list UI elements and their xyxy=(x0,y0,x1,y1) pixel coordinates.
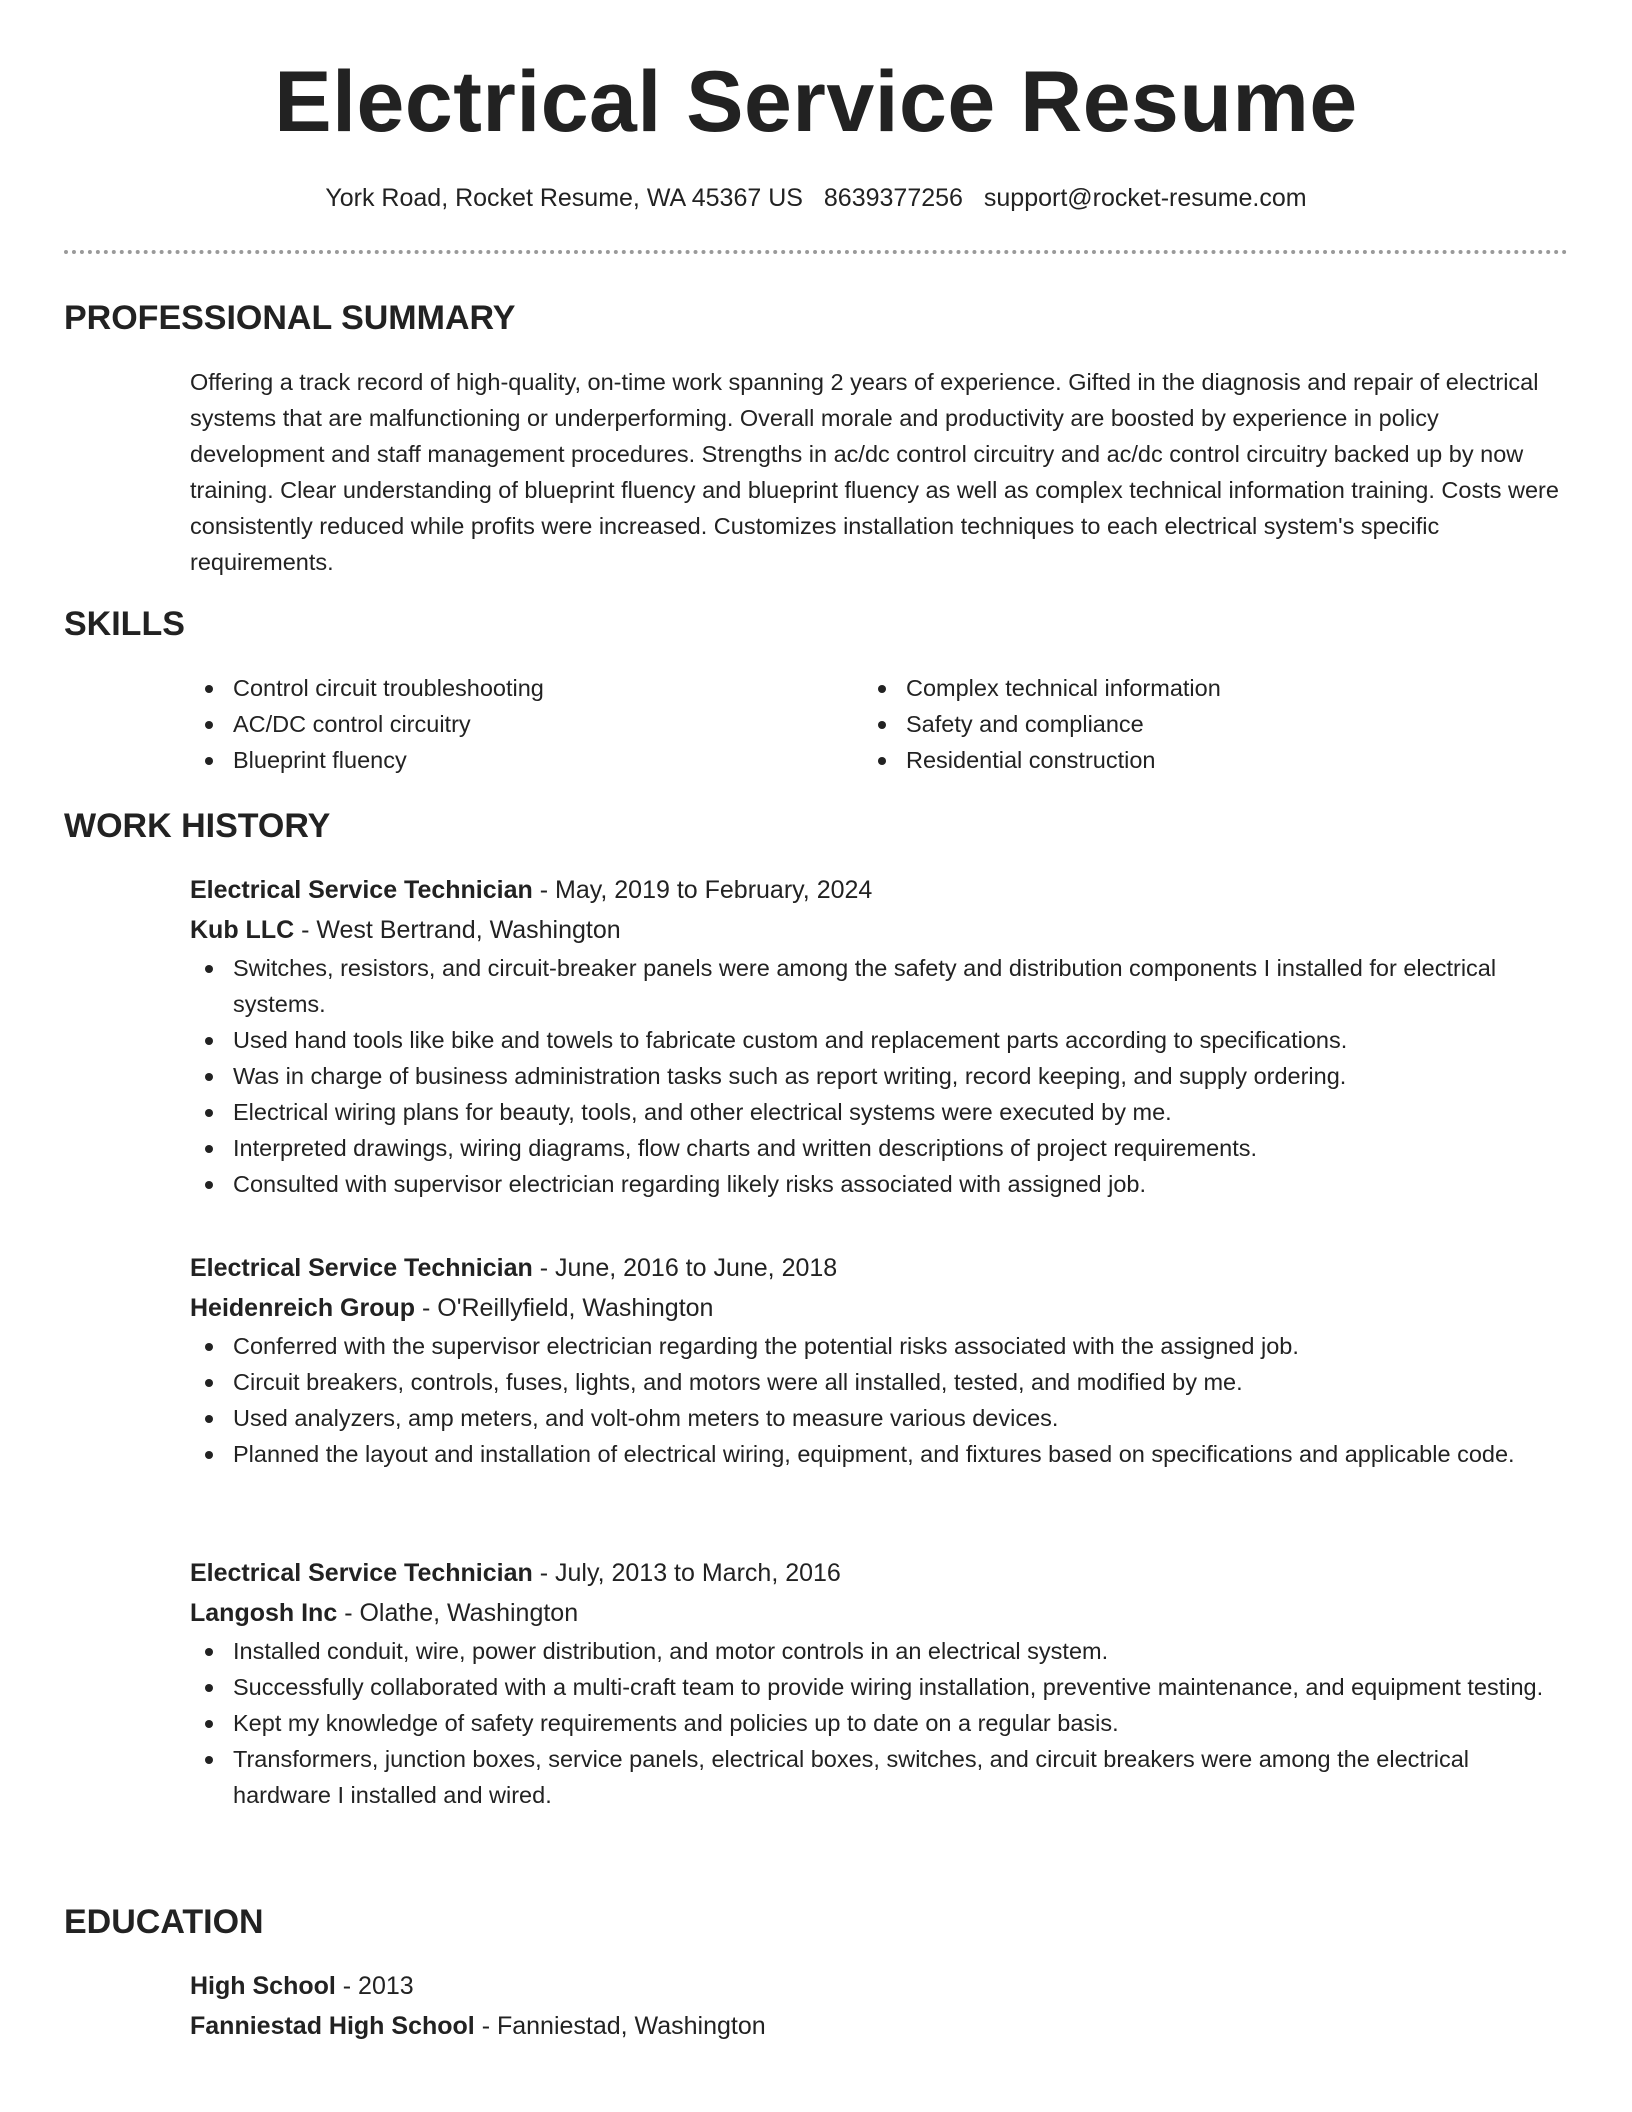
job-company: Heidenreich Group xyxy=(190,1294,416,1322)
education-school: Fanniestad High School xyxy=(190,2012,475,2040)
job-duties xyxy=(190,1633,1565,1813)
job-location: - O'Reillyfield, Washington xyxy=(422,1294,714,1322)
job-entry xyxy=(190,1553,1565,1813)
contact-email: support@rocket-resume.com xyxy=(983,184,1307,212)
duty-item: Interpreted drawings, wiring diagrams, flow charts and written descriptions of project requirements. xyxy=(190,1130,1565,1166)
job-company: Langosh Inc xyxy=(190,1599,338,1627)
duty-item: Successfully collaborated with a multi-craft team to provide wiring installation, preventive maintenance, and equipment testing. xyxy=(190,1669,1565,1705)
skill-item: Safety and compliance xyxy=(863,706,1503,742)
skills-section xyxy=(190,670,1565,790)
education-year: - 2013 xyxy=(342,1972,414,2000)
skills-heading: SKILLS xyxy=(64,605,185,643)
duty-item: Kept my knowledge of safety requirements and policies up to date on a regular basis. xyxy=(190,1705,1565,1741)
skill-item: AC/DC control circuitry xyxy=(190,706,830,742)
job-dates: - July, 2013 to March, 2016 xyxy=(539,1559,841,1587)
education-entry xyxy=(190,1966,1565,2046)
job-company-line xyxy=(190,1288,1565,1328)
summary-section xyxy=(190,364,1565,580)
duty-item: Was in charge of business administration tasks such as report writing, record keeping, and supply ordering. xyxy=(190,1058,1565,1094)
skill-item: Residential construction xyxy=(863,742,1503,778)
job-duties xyxy=(190,1328,1565,1472)
education-school-line xyxy=(190,2006,1565,2046)
duty-item: Transformers, junction boxes, service panels, electrical boxes, switches, and circuit breakers were among the electrical hardware I installed and wired. xyxy=(190,1741,1565,1813)
contact-phone: 8639377256 xyxy=(823,184,963,212)
summary-heading: PROFESSIONAL SUMMARY xyxy=(64,299,516,337)
job-dates: - May, 2019 to February, 2024 xyxy=(539,876,873,904)
job-title: Electrical Service Technician xyxy=(190,876,533,904)
work-heading: WORK HISTORY xyxy=(64,807,331,845)
education-degree: High School xyxy=(190,1972,336,2000)
job-location: - Olathe, Washington xyxy=(344,1599,579,1627)
summary-text: Offering a track record of high-quality, on-time work spanning 2 years of experience. Gifted in the diagnosis and repair of electrical systems that are malfunctioning or underperforming. Overall morale and productivity are boosted by experience in policy development and staff management procedures. Strengths in ac/dc control circuitry and ac/dc control circuitry backed up by now training. Clear understanding of blueprint fluency and blueprint fluency as well as complex technical information training. Costs were consistently reduced while profits were increased. Customizes installation techniques to each electrical system's specific requirements. xyxy=(190,369,1559,575)
education-location: - Fanniestad, Washington xyxy=(481,2012,766,2040)
duty-item: Conferred with the supervisor electrician regarding the potential risks associated with the assigned job. xyxy=(190,1328,1565,1364)
skills-list-left xyxy=(190,670,830,778)
duty-item: Used analyzers, amp meters, and volt-ohm meters to measure various devices. xyxy=(190,1400,1565,1436)
duty-item: Switches, resistors, and circuit-breaker panels were among the safety and distribution components I installed for electrical systems. xyxy=(190,950,1565,1022)
job-dates: - June, 2016 to June, 2018 xyxy=(539,1254,838,1282)
skill-item: Control circuit troubleshooting xyxy=(190,670,830,706)
duty-item: Installed conduit, wire, power distribution, and motor controls in an electrical system. xyxy=(190,1633,1565,1669)
header-divider xyxy=(64,250,1568,254)
job-title-line xyxy=(190,870,1565,910)
skill-item: Blueprint fluency xyxy=(190,742,830,778)
skills-list-right xyxy=(863,670,1503,778)
job-title-line xyxy=(190,1553,1565,1593)
duty-item: Planned the layout and installation of electrical wiring, equipment, and fixtures based on specifications and applicable code. xyxy=(190,1436,1565,1472)
duty-item: Consulted with supervisor electrician regarding likely risks associated with assigned job. xyxy=(190,1166,1565,1202)
job-title: Electrical Service Technician xyxy=(190,1254,533,1282)
job-title: Electrical Service Technician xyxy=(190,1559,533,1587)
job-duties xyxy=(190,950,1565,1202)
resume-title: Electrical Service Resume xyxy=(274,54,1358,150)
education-heading: EDUCATION xyxy=(64,1903,264,1941)
contact-address: York Road, Rocket Resume, WA 45367 US xyxy=(325,184,803,212)
contact-line xyxy=(0,182,1632,214)
skill-item: Complex technical information xyxy=(863,670,1503,706)
job-entry xyxy=(190,1248,1565,1472)
duty-item: Electrical wiring plans for beauty, tools, and other electrical systems were executed by me. xyxy=(190,1094,1565,1130)
job-company-line xyxy=(190,910,1565,950)
job-entry xyxy=(190,870,1565,1202)
job-company: Kub LLC xyxy=(190,916,295,944)
duty-item: Used hand tools like bike and towels to fabricate custom and replacement parts according to specifications. xyxy=(190,1022,1565,1058)
job-company-line xyxy=(190,1593,1565,1633)
job-location: - West Bertrand, Washington xyxy=(301,916,621,944)
job-title-line xyxy=(190,1248,1565,1288)
duty-item: Circuit breakers, controls, fuses, lights, and motors were all installed, tested, and modified by me. xyxy=(190,1364,1565,1400)
education-degree-line xyxy=(190,1966,1565,2006)
